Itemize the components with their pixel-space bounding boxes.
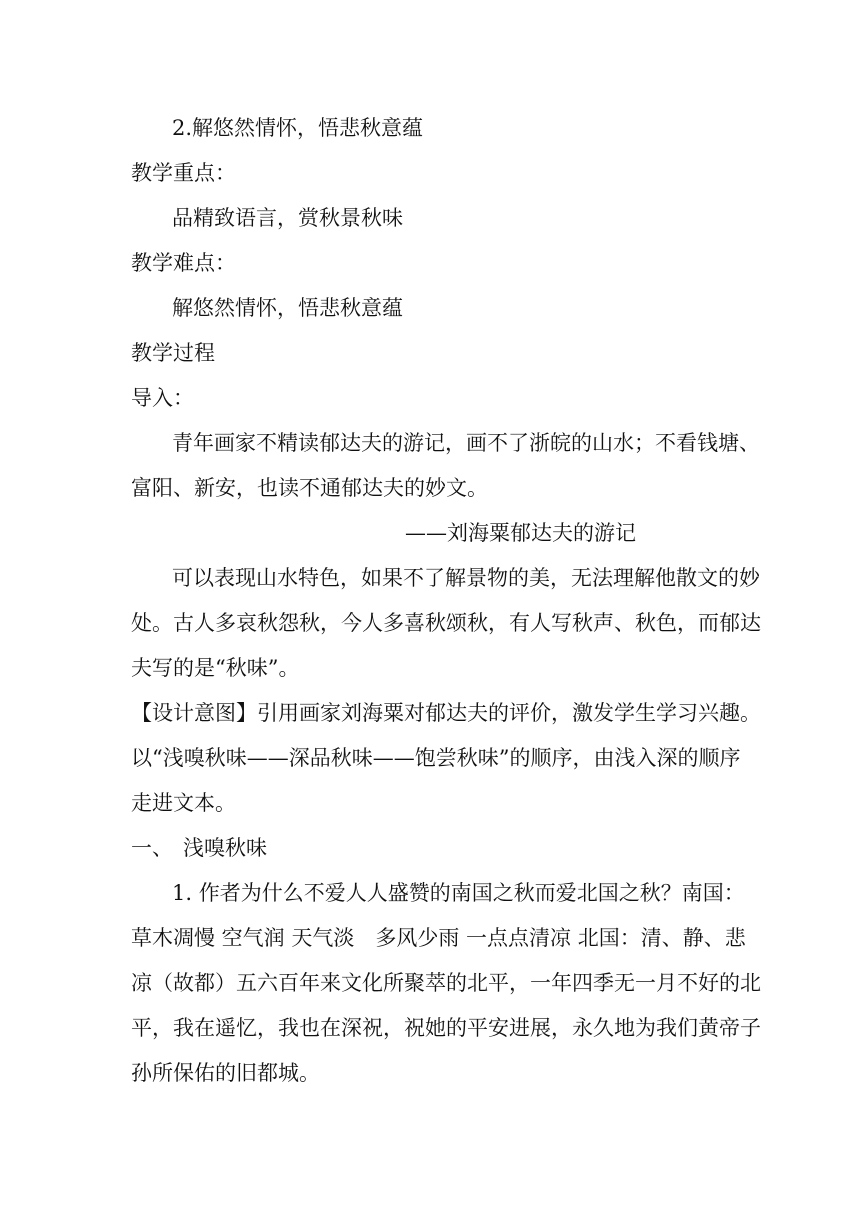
- key-point-heading: 教学重点：: [131, 161, 236, 185]
- question-1-line-5: 孙所保佑的旧都城。: [131, 1061, 320, 1085]
- section-1-heading: [131, 833, 267, 863]
- difficulty-text: 解悠然情怀，悟悲秋意蕴: [172, 296, 403, 320]
- design-intent-line-2: 以“浅嗅秋味——深品秋味——饱尝秋味”的顺序，由浅入深的顺序: [131, 746, 741, 770]
- design-intent-line-3: 走进文本。: [131, 791, 236, 815]
- question-1-line-3: 凉（故都）五六百年来文化所聚萃的北平，一年四季无一月不好的北: [131, 971, 761, 995]
- section-1-number: 一、: [131, 836, 173, 860]
- objective-2: 2.解悠然情怀，悟悲秋意蕴: [172, 116, 424, 140]
- question-1-line-2: 草木凋慢 空气润 天气淡 多风少雨 一点点清凉 北国：清、静、悲: [131, 926, 746, 950]
- question-1-line-4: 平，我在遥忆，我也在深祝，祝她的平安进展，永久地为我们黄帝子: [131, 1016, 761, 1040]
- quote-source: ——刘海粟郁达夫的游记: [405, 521, 636, 545]
- section-1-title: 浅嗅秋味: [183, 836, 267, 860]
- quote-line-2: 富阳、新安，也读不通郁达夫的妙文。: [131, 476, 488, 500]
- paragraph-1-line-2: 处。古人多哀秋怨秋，今人多喜秋颂秋，有人写秋声、秋色，而郁达: [131, 611, 761, 635]
- key-point-text: 品精致语言，赏秋景秋味: [172, 206, 403, 230]
- quote-line-1: 青年画家不精读郁达夫的游记，画不了浙皖的山水；不看钱塘、: [172, 431, 760, 455]
- paragraph-1-line-1: 可以表现山水特色，如果不了解景物的美，无法理解他散文的妙: [172, 566, 760, 590]
- process-heading: 教学过程: [131, 341, 215, 365]
- difficulty-heading: 教学难点：: [131, 251, 236, 275]
- question-1-line-1: 1. 作者为什么不爱人人盛赞的南国之秋而爱北国之秋？南国：: [172, 881, 745, 905]
- intro-heading: 导入：: [131, 386, 194, 410]
- paragraph-1-line-3: 夫写的是“秋味”。: [131, 656, 300, 680]
- design-intent-line-1: 【设计意图】引用画家刘海粟对郁达夫的评价，激发学生学习兴趣。: [131, 701, 761, 725]
